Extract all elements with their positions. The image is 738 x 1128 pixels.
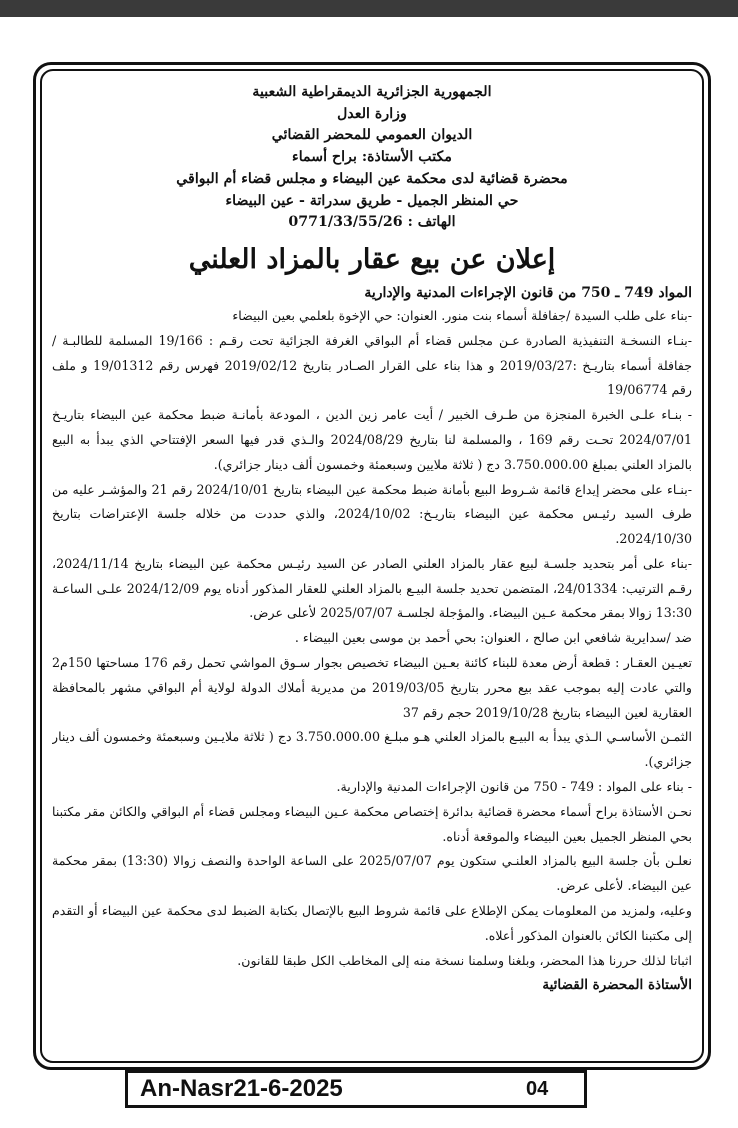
phone-value: 0771/33/55/26	[288, 214, 403, 231]
body-paragraph: الثمـن الأساسـي الـذي يبدأ به البيـع بالمزاد العلني هـو مبلـغ 3.750.000.00 دج ( ثلاثة ملايـين وسبعمئة وخمسون ألف دينار جزائري).	[52, 729, 692, 770]
header-ministry: وزارة العدل	[337, 105, 407, 122]
header-address: حي المنظر الجميل - طريق سدراتة - عين البيضاء	[225, 192, 519, 209]
body-paragraph: اثباتا لذلك حررنا هذا المحضر، وبلغنا وسلمنا نسخة منه إلى المخاطب الكل طبقا للقانون.	[237, 952, 692, 968]
announcement-body	[52, 304, 692, 974]
body-paragraph: -بناء على طلب السيدة /جفافلة أسماء بنت منور. العنوان: حي الإخوة بلعلمي بعين البيضاء	[232, 307, 692, 323]
header-bailiff-name: مكتب الأستاذة: براح أسماء	[292, 149, 452, 166]
header-office: الديوان العمومي للمحضر القضائي	[271, 127, 473, 144]
body-paragraph: - بناء على المواد : 749 - 750 من قانون الإجراءات المدنية والإدارية.	[336, 779, 692, 795]
header-republic: الجمهورية الجزائرية الديمقراطية الشعبية	[252, 84, 492, 100]
body-paragraph: ضد /سدايرية شافعي ابن صالح ، العنوان: بحي أحمد بن موسى بعين البيضاء .	[294, 630, 692, 646]
body-paragraph: وعليه، ولمزيد من المعلومات يمكن الإطلاع على قائمة شروط البيع بالإتصال بكتابة الضبط لدى محكمة عين البيضاء أو التقدم إلى مكتبنا الكائن بالعنوان المذكور أعلاه.	[52, 903, 692, 943]
publication-name-date: An-Nasr21-6-2025	[140, 1075, 343, 1102]
page-number: 04	[526, 1078, 549, 1100]
header-phone	[52, 212, 692, 234]
announcement-content	[52, 82, 692, 1060]
signature-line: الأستاذة المحضرة القضائية	[542, 977, 692, 994]
body-paragraph: -بنـاء النسخـة التنفيذية الصادرة عـن مجلس قضاء أم البواقي الغرفة الجزائية تحت رقـم : 19/166 المسلمة للطالبـة / جفافلة أسماء بتاريـخ :2019/03/27 و هذا بناء على القرار الصـادر بتاريخ 2019/02/12 فهرس رقم 19/01312 و ملف رقم 19/06774	[52, 332, 692, 398]
body-paragraph: -بنـاء على محضر إيداع قائمة شـروط البيع بأمانة ضبط محكمة عين البيضاء بتاريخ 2024/10/01 رقم 21 والمؤشـر عليه من طرف السيد رئيـس محكمة عين البيضاء بتاريـخ: 2024/10/02، والذي حددت من خلاله جلسة الإعتراضات بتاريخ 2024/10/30.	[52, 481, 692, 547]
top-dark-bar	[0, 0, 738, 17]
issuer-header	[52, 82, 692, 234]
announcement-title: إعلان عن بيع عقار بالمزاد العلني	[188, 243, 556, 275]
body-paragraph: نعلـن بأن جلسة البيع بالمزاد العلنـي ستكون يوم 2025/07/07 على الساعة الواحدة والنصف زوالا (13:30) بمقر محكمة عين البيضاء. لأعلى عرض.	[52, 853, 692, 894]
body-paragraph: تعيـين العقـار : قطعة أرض معدة للبناء كائنة بعـين البيضاء تخصيص بجوار سـوق المواشي تحمل رقم 176 مساحتها 150م2 والتي عادت إليه بموجب عقد بيع محرر بتاريخ 2019/03/05 من مديرية أملاك الدولة لولاية أم البواقي مشهر بالمحافظة العقارية لعين البيضاء بتاريخ 2019/10/28 حجم رقم 37	[52, 655, 692, 720]
header-jurisdiction: محضرة قضائية لدى محكمة عين البيضاء و مجلس قضاء أم البواقي	[176, 170, 568, 187]
body-paragraph: نحـن الأستاذة براح أسماء محضرة قضائية بدائرة إختصاص محكمة عـين البيضاء ومجلس قضاء أم البواقي والكائن مقر مكتبنا بحي المنظر الجميل بعين البيضاء والموقعة أدناه.	[52, 803, 692, 844]
body-paragraph: -بناء على أمر بتحديد جلسـة لبيع عقار بالمزاد العلني الصادر عن السيد رئيـس محكمة عين البيضاء بتاريخ 2024/11/14، رقـم الترتيب: 24/01334، المتضمن تحديد جلسة البيـع بالمزاد العلني للعقار المذكور أدناه يوم 2024/12/09 علـى الساعـة 13:30 زوالا بمقر محكمة عـين البيضاء. والمؤجلة لجلسـة 2025/07/07 لأعلى عرض.	[52, 555, 692, 621]
law-articles-line: المواد 749 ـ 750 من قانون الإجراءات المدنية والإدارية	[364, 284, 692, 301]
body-paragraph: - بنـاء علـى الخبرة المنجزة من طـرف الخبير / أيت عامر زين الدين ، المودعة بأمانـة ضبط محكمة عين البيضاء بتاريـخ 2024/07/01 تحـت رقم 169 ، والمسلمة لنا بتاريخ 2024/08/29 والـذي قدر فيها السعر الإفتتاحي الذي يبدأ به البيع بالمزاد العلني بمبلغ 3.750.000.00 دج ( ثلاثة ملايين وسبعمئة وخمسون ألف دينار جزائري).	[52, 407, 692, 472]
phone-label: الهاتف :	[407, 214, 456, 231]
publication-footer	[125, 1070, 587, 1108]
